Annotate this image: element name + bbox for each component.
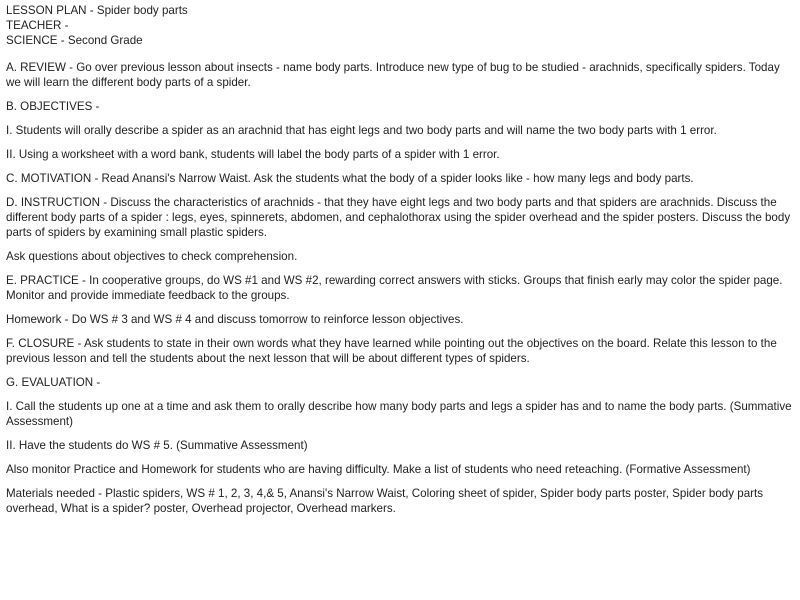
motivation-section: C. MOTIVATION - Read Anansi's Narrow Waist. Ask the students what the body of a spider looks like - how many legs and body parts. — [6, 172, 694, 185]
evaluation-one: I. Call the students up one at a time and ask them to orally describe how many body parts and legs a spider has and to name the body parts. (Summative Assessment) — [6, 400, 792, 428]
teacher-line: TEACHER - — [6, 19, 69, 32]
document-header — [6, 3, 794, 48]
objective-two: II. Using a worksheet with a word bank, students will label the body parts of a spider with 1 error. — [6, 148, 500, 161]
objectives-heading: B. OBJECTIVES - — [6, 100, 100, 113]
review-section: A. REVIEW - Go over previous lesson about insects - name body parts. Introduce new type of bug to be studied - arachnids, specifically spiders. Today we will learn the different body parts of a spider. — [6, 61, 780, 89]
evaluation-two: II. Have the students do WS # 5. (Summative Assessment) — [6, 439, 308, 452]
closure-section: F. CLOSURE - Ask students to state in their own words what they have learned while pointing out the objectives on the board. Relate this lesson to the previous lesson and tell the students about the next lesson that will be about different types of spiders. — [6, 337, 777, 365]
subject-grade-line: SCIENCE - Second Grade — [6, 34, 143, 47]
formative-assessment-note: Also monitor Practice and Homework for students who are having difficulty. Make a list of students who need reteaching. (Formative Assessment) — [6, 463, 751, 476]
lesson-plan-title: LESSON PLAN - Spider body parts — [6, 4, 188, 17]
objective-one: I. Students will orally describe a spider as an arachnid that has eight legs and two body parts and will name the two body parts with 1 error. — [6, 124, 717, 137]
evaluation-heading: G. EVALUATION - — [6, 376, 101, 389]
instruction-section: D. INSTRUCTION - Discuss the characteristics of arachnids - that they have eight legs and two body parts and that spiders are arachnids. Discuss the different body parts of a spider : legs, eyes, spinnerets, abdomen, and cephalothorax using the spider overhead and the spider posters. Discuss the body parts of spiders by examining small plastic spiders. — [6, 196, 791, 239]
comprehension-check: Ask questions about objectives to check comprehension. — [6, 250, 298, 263]
practice-section: E. PRACTICE - In cooperative groups, do WS #1 and WS #2, rewarding correct answers with sticks. Groups that finish early may color the spider page. Monitor and provide immediate feedback to the groups. — [6, 274, 783, 302]
homework-section: Homework - Do WS # 3 and WS # 4 and discuss tomorrow to reinforce lesson objectives. — [6, 313, 464, 326]
materials-needed: Materials needed - Plastic spiders, WS # 1, 2, 3, 4,& 5, Anansi's Narrow Waist, Coloring sheet of spider, Spider body parts poster, Spider body parts overhead, What is a spider? poster, Overhead projector, Overhead markers. — [6, 487, 764, 515]
